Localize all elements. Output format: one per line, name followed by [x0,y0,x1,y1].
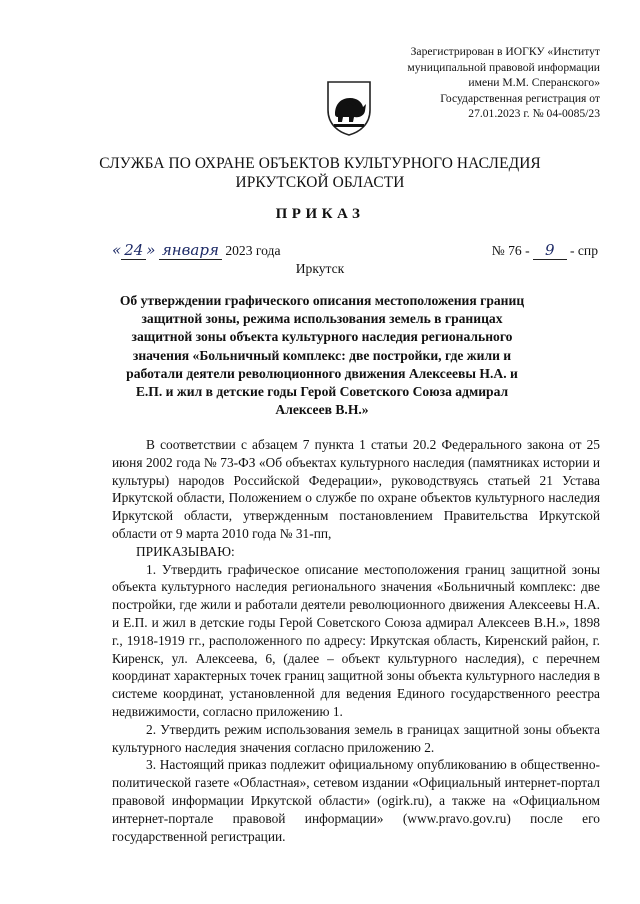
organization-line: ИРКУТСКОЙ ОБЛАСТИ [235,174,405,191]
date-month: января [159,241,222,260]
number-suffix: - спр [569,243,598,258]
registration-stamp [370,44,600,122]
command-word: ПРИКАЗЫВАЮ: [136,543,235,559]
order-item: 1. Утвердить графическое описание местоположения границ защитной зоны объекта культурного наследия регионального значения «Больничный комплекс: две постройки, где жили и работали деятели революционного движения Алексеевы Н.А. и Е.П. и жил в детские годы Герой Советского Союза адмирал Алексеев В.Н.», 1898 г., 1918-1919 гг., расположенного по адресу: Иркутская область, Киренский район, г. Киренск, ул. Алексеева, 6, (далее – объект культурного наследия), с перечнем координат характерных точек границ защитной зоны объекта культурного наследия в системе координат, установленной для ведения Единого государственного реестра недвижимости, согласно приложению 1. [112,561,600,719]
date-open-quote: « [112,241,122,259]
order-item: 2. Утвердить режим использования земель в границах защитной зоны объекта культурного наследия значения согласно приложению 2. [112,721,600,755]
order-number [492,241,598,259]
number-value: 9 [533,241,567,260]
registration-line: Государственная регистрация от [440,91,600,105]
order-body [112,436,600,845]
number-prefix: № 76 - [491,243,530,258]
registration-line: Зарегистрирован в ИОГКУ «Институт [410,45,600,58]
city: Иркутск [295,261,345,276]
order-date [112,241,281,259]
registration-line: муниципальной правовой информации [407,60,600,74]
registration-line: имени М.М. Сперанского» [468,76,600,90]
order-subject: Об утверждении графического описания местоположения границ защитной зоны, режима использования земель в границах защитной зоны объекта культурного наследия регионального значения «Больничный комплекс: две постройки, где жили и работали деятели революционного движения Алексеевы Н.А. и Е.П. и жил в детские годы Герой Советского Союза адмирал Алексеев В.Н.» [119,293,525,418]
coat-of-arms-icon [326,80,372,136]
organization-line: СЛУЖБА ПО ОХРАНЕ ОБЪЕКТОВ КУЛЬТУРНОГО НАСЛЕДИЯ [99,155,541,172]
date-close-quote: » [146,241,156,259]
date-year: 2023 года [225,243,281,258]
document-type: ПРИКАЗ [275,206,365,222]
registration-line: 27.01.2023 г. № 04-0085/23 [468,107,600,121]
order-item: 3. Настоящий приказ подлежит официальному опубликованию в общественно-политической газете «Областная», сетевом издании «Официальный интернет-портал правовой информации Иркутской области» (ogirk.ru), а также на «Официальном интернет-портале правовой информации» (www.pravo.gov.ru) после его государственной регистрации. [112,757,600,844]
preamble-paragraph: В соответствии с абзацем 7 пункта 1 статьи 20.2 Федерального закона от 25 июня 2002 года № 73-ФЗ «Об объектах культурного наследия (памятниках истории и культуры) народов Российской Федерации», руководствуясь статьей 21 Устава Иркутской области, Положением о службе по охране объектов культурного наследия Иркутской области, утвержденным постановлением Правительства Иркутской области от 9 марта 2010 года № 31-пп, [112,437,600,541]
organization-name [0,154,640,192]
date-day: 24 [121,241,146,260]
